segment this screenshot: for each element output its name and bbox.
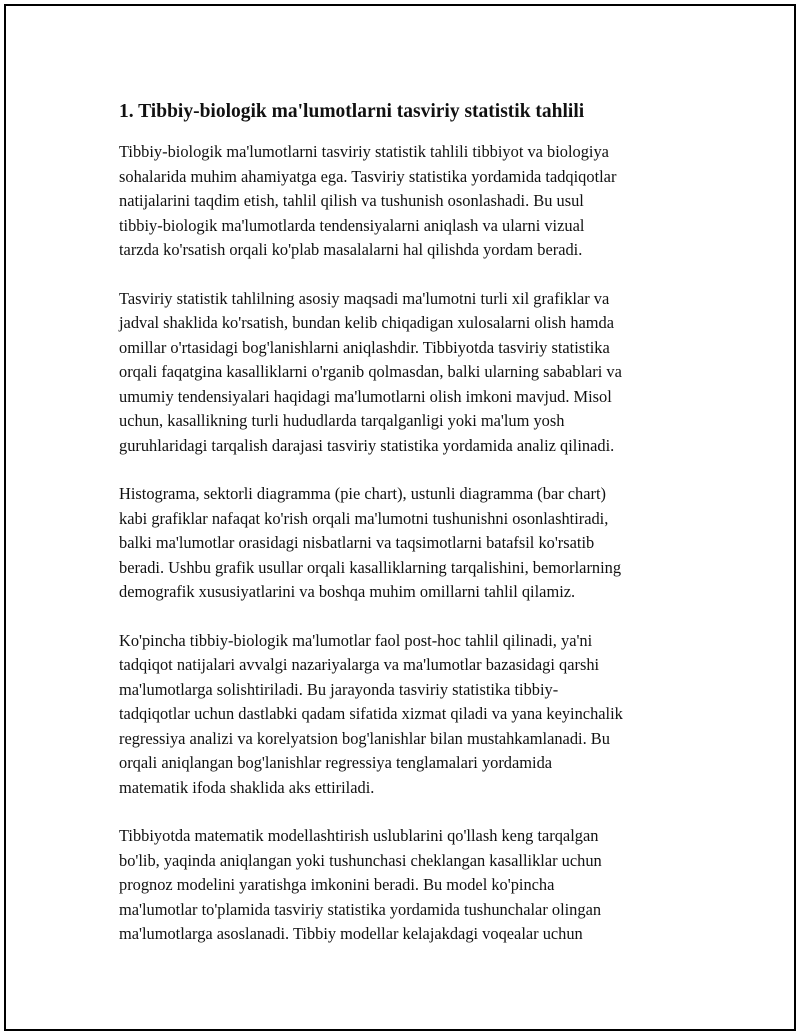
text-line: ma'lumotlarga asoslanadi. Tibbiy modellar kelajakdagi voqealar uchun bbox=[119, 924, 583, 943]
text-line: orqali aniqlangan bog'lanishlar regressiya tenglamalari yordamida bbox=[119, 753, 553, 772]
text-line: tibbiy-biologik ma'lumotlarda tendensiyalarni aniqlash va ularni vizual bbox=[119, 215, 585, 235]
text-line: Histograma, sektorli diagramma (pie chart), ustunli diagramma (bar chart) bbox=[119, 484, 606, 503]
text-line: orqali faqatgina kasalliklarni o'rganib qolmasdan, balki ularning sabablari va bbox=[119, 362, 622, 381]
text-line: jadval shaklida ko'rsatish, bundan kelib chiqadigan xulosalarni olish hamda bbox=[119, 313, 615, 332]
text-line: guruhlaridagi tarqalish darajasi tasviriy statistika yordamida analiz qilinadi. bbox=[119, 435, 615, 455]
paragraph-4 bbox=[119, 629, 699, 801]
document-content bbox=[119, 92, 699, 971]
text-line: Tibbiy-biologik ma'lumotlarni tasviriy statistik tahlili tibbiyot va biologiya bbox=[119, 142, 609, 161]
text-line: bo'lib, yaqinda aniqlangan yoki tushunchasi cheklangan kasalliklar uchun bbox=[119, 850, 602, 870]
text-line: kabi grafiklar nafaqat ko'rish orqali ma'lumotni tushunishni osonlashtiradi, bbox=[119, 508, 609, 528]
text-line: umumiy tendensiyalari haqidagi ma'lumotlarni olish imkoni mavjud. Misol bbox=[119, 386, 612, 406]
paragraph-2 bbox=[119, 287, 699, 459]
text-line: uchun, kasallikning turli hududlarda tarqalganligi yoki ma'lum yosh bbox=[119, 411, 565, 430]
text-line: Tibbiyotda matematik modellashtirish uslublarini qo'llash keng tarqalgan bbox=[119, 826, 599, 845]
page-frame bbox=[4, 4, 796, 1031]
text-line: tadqiqotlar uchun dastlabki qadam sifatida xizmat qiladi va yana keyinchalik bbox=[119, 704, 623, 723]
text-line: natijalarini taqdim etish, tahlil qilish va tushunish osonlashadi. Bu usul bbox=[119, 191, 584, 210]
text-line: Tasviriy statistik tahlilning asosiy maqsadi ma'lumotni turli xil grafiklar va bbox=[119, 288, 610, 308]
section-heading: 1. Tibbiy-biologik ma'lumotlarni tasviriy statistik tahlili bbox=[119, 101, 585, 122]
text-line: demografik xususiyatlarini va boshqa muhim omillarni tahlil qilamiz. bbox=[119, 582, 576, 601]
text-line: beradi. Ushbu grafik usullar orqali kasalliklarning tarqalishini, bemorlarning bbox=[119, 557, 622, 577]
text-line: sohalarida muhim ahamiyatga ega. Tasviriy statistika yordamida tadqiqotlar bbox=[119, 166, 617, 186]
text-line: prognoz modelini yaratishga imkonini beradi. Bu model ko'pincha bbox=[119, 875, 555, 894]
text-line: Ko'pincha tibbiy-biologik ma'lumotlar faol post-hoc tahlil qilinadi, ya'ni bbox=[119, 630, 593, 650]
text-line: tarzda ko'rsatish orqali ko'plab masalalarni hal qilishda yordam beradi. bbox=[119, 240, 583, 259]
text-line: tadqiqot natijalari avvalgi nazariyalarga va ma'lumotlar bazasidagi qarshi bbox=[119, 655, 600, 674]
text-line: balki ma'lumotlar orasidagi nisbatlarni va taqsimotlarni batafsil ko'rsatib bbox=[119, 533, 595, 552]
text-line: omillar o'rtasidagi bog'lanishlarni aniqlashdir. Tibbiyotda tasviriy statistika bbox=[119, 337, 610, 357]
paragraph-5 bbox=[119, 824, 699, 947]
paragraph-1 bbox=[119, 140, 699, 263]
text-line: regressiya analizi va korelyatsion bog'lanishlar bilan mustahkamlanadi. Bu bbox=[119, 728, 610, 748]
text-line: ma'lumotlar to'plamida tasviriy statistika yordamida tushunchalar olingan bbox=[119, 899, 602, 919]
paragraph-3 bbox=[119, 482, 699, 605]
text-line: ma'lumotlarga solishtiriladi. Bu jarayonda tasviriy statistika tibbiy- bbox=[119, 679, 559, 699]
text-line: matematik ifoda shaklida aks ettiriladi. bbox=[119, 777, 375, 797]
